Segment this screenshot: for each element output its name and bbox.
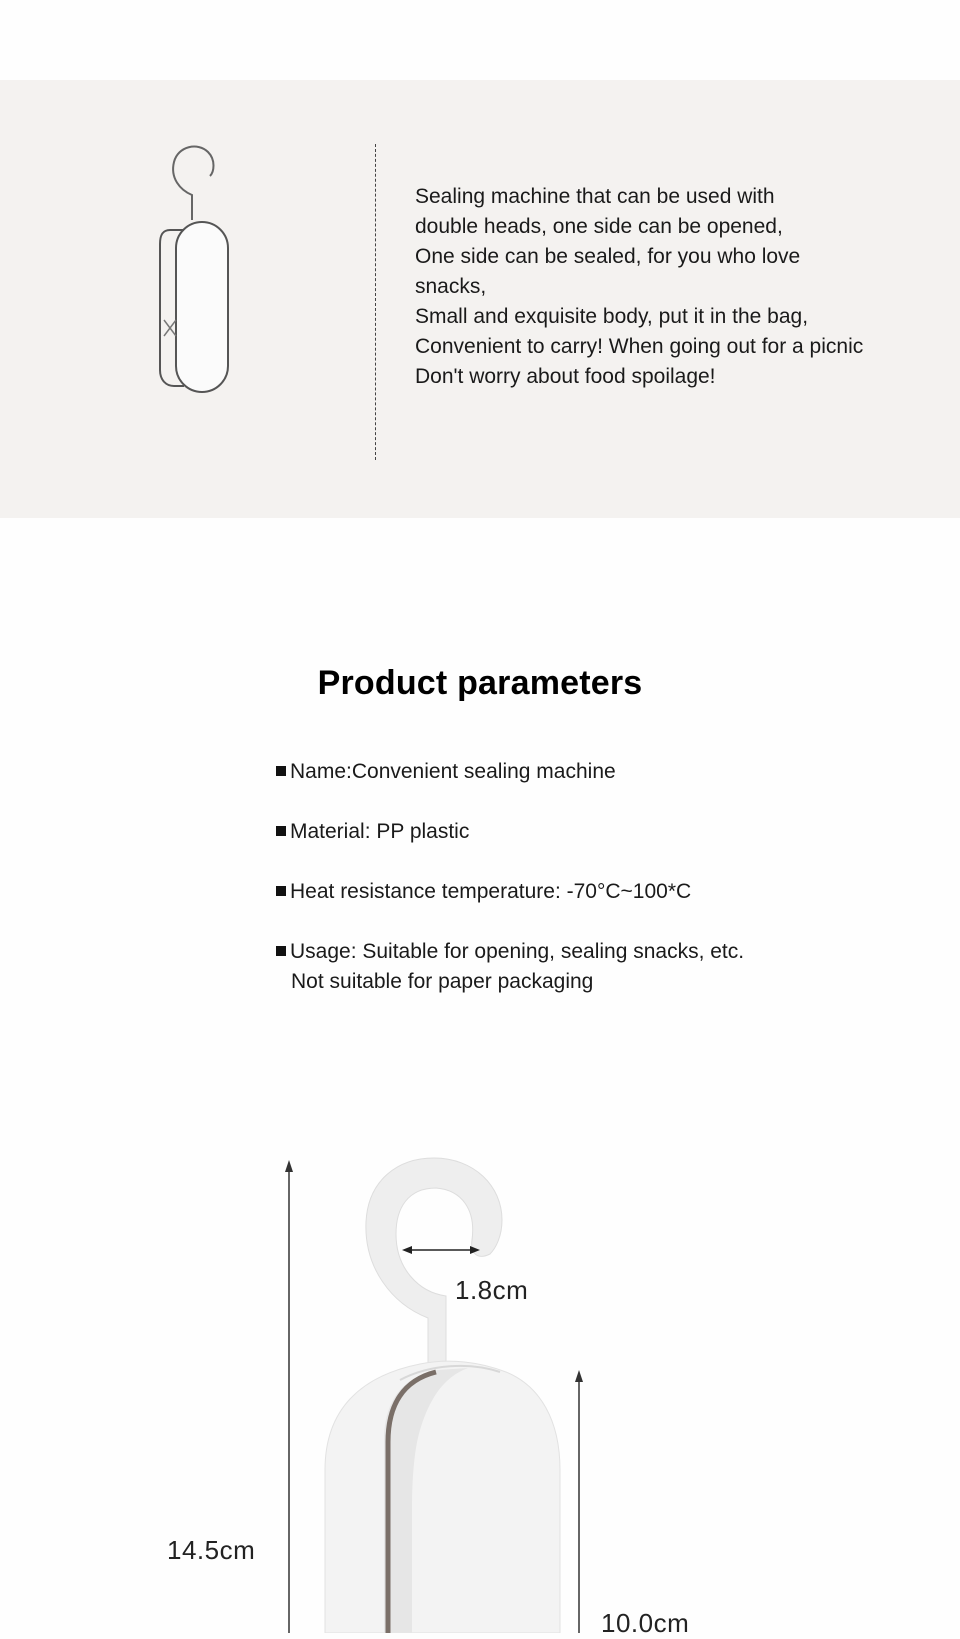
description-line: Convenient to carry! When going out for a picnic <box>415 335 864 358</box>
description-line: Small and exquisite body, put it in the bag, <box>415 305 809 328</box>
product-description <box>415 182 960 392</box>
sealer-line-art-icon <box>140 140 260 420</box>
body-height-label: 10.0cm <box>601 1608 690 1638</box>
square-bullet-icon <box>276 886 286 896</box>
param-usage-note: Not suitable for paper packaging <box>291 970 594 993</box>
sealer-product-photo <box>0 1150 960 1633</box>
description-line: snacks, <box>415 275 487 298</box>
product-dimension-figure <box>0 1150 960 1638</box>
description-line: double heads, one side can be opened, <box>415 215 783 238</box>
description-line: Sealing machine that can be used with <box>415 185 775 208</box>
param-usage: Usage: Suitable for opening, sealing snacks, etc. Not suitable for paper packaging <box>276 937 876 997</box>
param-material: Material: PP plastic <box>276 817 876 847</box>
parameters-list <box>276 757 876 1027</box>
parameters-title: Product parameters <box>317 664 643 702</box>
dashed-divider <box>375 144 376 460</box>
square-bullet-icon <box>276 826 286 836</box>
description-line: Don't worry about food spoilage! <box>415 365 716 388</box>
hook-width-label: 1.8cm <box>455 1275 529 1305</box>
square-bullet-icon <box>276 946 286 956</box>
param-heat-resistance: Heat resistance temperature: -70°C~100*C <box>276 877 876 907</box>
total-height-label: 14.5cm <box>167 1535 256 1565</box>
description-line: One side can be sealed, for you who love <box>415 245 801 268</box>
square-bullet-icon <box>276 766 286 776</box>
param-name: Name:Convenient sealing machine <box>276 757 876 787</box>
